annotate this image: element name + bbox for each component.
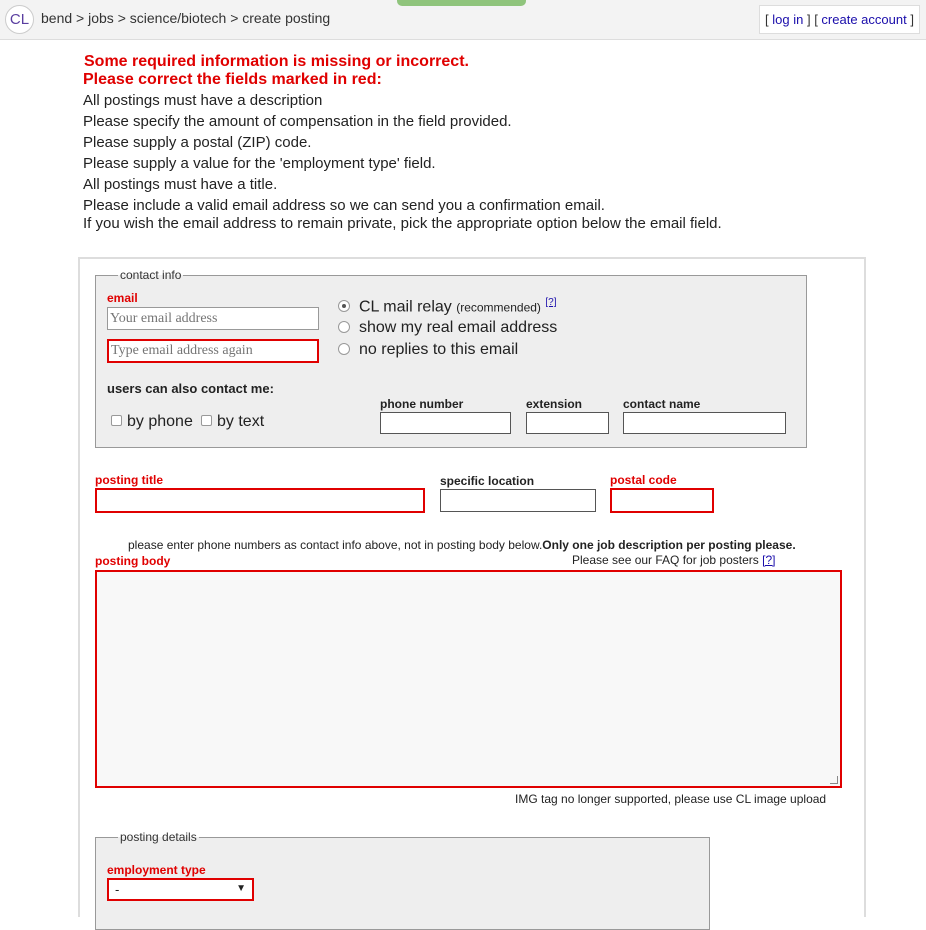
also-contact-label: users can also contact me:	[107, 381, 274, 396]
one-job-note: Only one job description per posting please.	[542, 538, 796, 552]
error-subheading: Please correct the fields marked in red:	[83, 71, 382, 88]
error-item: All postings must have a description	[83, 92, 323, 109]
phone-note: please enter phone numbers as contact info above, not in posting body below.Only one job description per posting please.	[128, 538, 796, 552]
postal-code-label: postal code	[610, 473, 677, 487]
breadcrumb-current: create posting	[242, 10, 331, 26]
error-item: Please supply a value for the 'employment type' field.	[83, 155, 436, 172]
create-account-link[interactable]: create account	[821, 12, 907, 27]
employment-type-value: -	[115, 882, 120, 897]
error-item: Please supply a postal (ZIP) code.	[83, 134, 312, 151]
error-heading: Some required information is missing or incorrect.	[84, 53, 469, 70]
extension-label: extension	[526, 397, 583, 411]
error-item: Please specify the amount of compensation in the field provided.	[83, 113, 512, 130]
posting-title-label: posting title	[95, 473, 163, 487]
img-tag-note: IMG tag no longer supported, please use CL image upload	[515, 792, 827, 806]
faq-help-link[interactable]: [?]	[762, 553, 776, 567]
by-text-checkbox[interactable]	[201, 415, 212, 426]
resize-handle-icon[interactable]	[830, 776, 838, 784]
specific-location-label: specific location	[440, 474, 535, 488]
user-links: [ log in ] [ create account ]	[759, 5, 920, 34]
radio-show-real-email[interactable]	[338, 321, 350, 333]
posting-details-legend: posting details	[120, 830, 197, 844]
by-text-label: by text	[217, 413, 265, 430]
radio-no-replies[interactable]	[338, 343, 350, 355]
breadcrumb-jobs[interactable]: jobs	[88, 10, 114, 26]
cl-mail-relay-label: CL mail relay (recommended) [?]	[359, 297, 557, 316]
by-phone-checkbox[interactable]	[111, 415, 122, 426]
breadcrumb-category[interactable]: science/biotech	[129, 10, 227, 26]
specific-location-input[interactable]	[440, 489, 596, 512]
email-label: email	[107, 291, 138, 305]
phone-number-input[interactable]	[380, 412, 511, 434]
login-link[interactable]: log in	[772, 12, 804, 27]
dropdown-arrow-icon: ▼	[236, 883, 246, 894]
faq-note: Please see our FAQ for job posters [?]	[572, 553, 776, 567]
employment-type-label: employment type	[107, 863, 206, 877]
posting-title-input[interactable]	[95, 488, 425, 513]
breadcrumb-city[interactable]: bend	[41, 10, 73, 26]
breadcrumb-separator: >	[117, 10, 126, 26]
contact-name-input[interactable]	[623, 412, 786, 434]
show-real-email-label: show my real email address	[359, 319, 558, 336]
error-item: All postings must have a title.	[83, 176, 278, 193]
breadcrumb-separator: >	[230, 10, 239, 26]
breadcrumb	[41, 10, 330, 26]
top-bar	[0, 0, 926, 40]
no-replies-label: no replies to this email	[359, 341, 519, 358]
extension-input[interactable]	[526, 412, 609, 434]
recommended-note: (recommended)	[456, 300, 541, 315]
radio-cl-mail-relay[interactable]	[338, 300, 350, 312]
error-item: If you wish the email address to remain private, pick the appropriate option below the email field.	[83, 215, 722, 232]
breadcrumb-separator: >	[76, 10, 85, 26]
posting-body-label: posting body	[95, 554, 171, 568]
postal-code-input[interactable]	[610, 488, 714, 513]
craigslist-logo[interactable]: CL	[5, 5, 34, 34]
phone-number-label: phone number	[380, 397, 464, 411]
email-input[interactable]	[107, 307, 319, 330]
posting-body-textarea[interactable]	[95, 570, 842, 788]
email-confirm-input[interactable]	[107, 339, 319, 363]
by-phone-label: by phone	[127, 413, 193, 430]
contact-name-label: contact name	[623, 397, 701, 411]
employment-type-select[interactable]	[107, 878, 254, 901]
error-item: Please include a valid email address so we can send you a confirmation email.	[83, 197, 605, 214]
mail-relay-help-link[interactable]: [?]	[545, 297, 557, 308]
contact-info-legend: contact info	[120, 268, 182, 282]
progress-tab	[397, 0, 526, 6]
